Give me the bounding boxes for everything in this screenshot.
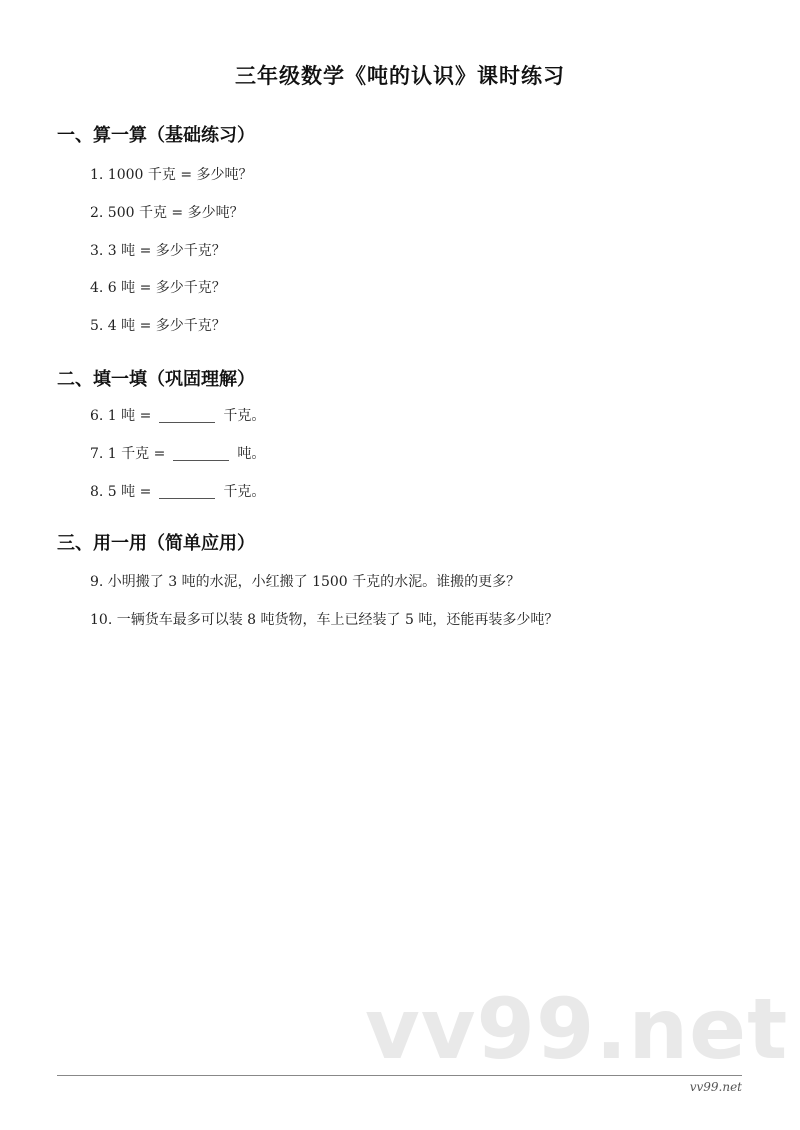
question-6 <box>90 405 265 425</box>
question-7-unit: 吨。 <box>237 446 266 462</box>
question-8-text: 8. 5 吨 = <box>90 484 152 500</box>
footer-site-label: vv99.net <box>689 1080 742 1094</box>
question-7 <box>90 443 265 463</box>
section-heading-basic: 一、算一算（基础练习） <box>57 125 255 146</box>
footer-divider <box>57 1075 742 1076</box>
question-7-text: 7. 1 千克 = <box>90 446 166 462</box>
question-6-unit: 千克。 <box>223 408 266 424</box>
question-10: 10. 一辆货车最多可以装 8 吨货物，车上已经装了 5 吨，还能再装多少吨？ <box>90 612 559 628</box>
section-heading-fill: 二、填一填（巩固理解） <box>57 369 255 390</box>
question-3: 3. 3 吨 = 多少千克？ <box>90 243 226 259</box>
section-heading-apply: 三、用一用（简单应用） <box>57 533 255 554</box>
question-1: 1. 1000 千克 = 多少吨？ <box>90 167 253 183</box>
question-5: 5. 4 吨 = 多少千克？ <box>90 318 226 334</box>
question-6-text: 6. 1 吨 = <box>90 408 152 424</box>
question-2: 2. 500 千克 = 多少吨？ <box>90 205 244 221</box>
answer-blank <box>173 446 229 461</box>
page-title: 三年级数学《吨的认识》课时练习 <box>235 63 565 88</box>
question-8-unit: 千克。 <box>223 484 266 500</box>
watermark-logo: vv99.net <box>365 980 789 1078</box>
question-9: 9. 小明搬了 3 吨的水泥，小红搬了 1500 千克的水泥。谁搬的更多？ <box>90 574 521 590</box>
question-8 <box>90 481 265 501</box>
answer-blank <box>159 484 215 499</box>
answer-blank <box>159 408 215 423</box>
question-4: 4. 6 吨 = 多少千克？ <box>90 280 226 296</box>
